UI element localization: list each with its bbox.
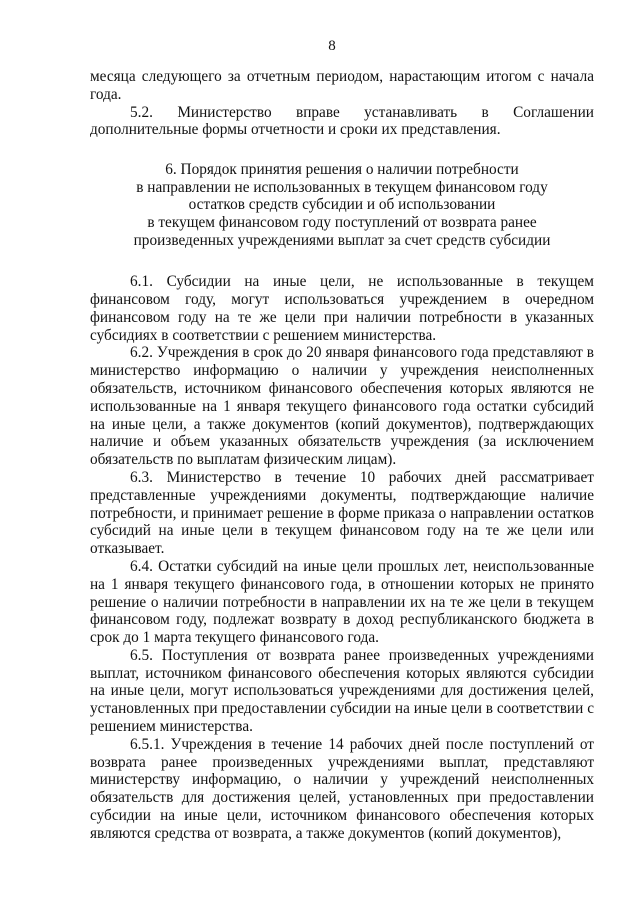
section-6-heading-line: произведенных учреждениями выплат за счет средств субсидии — [133, 231, 551, 249]
paragraph-6-2: 6.2. Учреждения в срок до 20 января финансового года представляют в министерство информацию о наличии у учреждения неисполненных обязательств, источником финансового обеспечения которых являются не использованные на 1 января текущего финансового года остатки субсидий на иные цели, а также документов (копий документов), подтверждающих наличие и объем указанных обязательств учреждения (за исключением обязательств по выплатам физическим лицам). — [90, 344, 594, 469]
page-number: 8 — [328, 38, 336, 54]
continuation-paragraph: месяца следующего за отчетным периодом, нарастающим итогом с начала года. — [90, 68, 594, 103]
section-6-heading — [90, 161, 594, 249]
paragraph-6-5: 6.5. Поступления от возврата ранее произведенных учреждениями выплат, источником финансового обеспечения которых являются субсидии на иные цели, могут использоваться учреждениями для достижения целей, установленных при предоставлении субсидии на иные цели в соответствии с решением министерства. — [90, 646, 594, 736]
paragraph-5-2: 5.2. Министерство вправе устанавливать в Соглашении дополнительные формы отчетности и сроки их представления. — [90, 103, 594, 139]
paragraph-6-4: 6.4. Остатки субсидий на иные цели прошлых лет, неиспользованные на 1 января текущего финансового года, в отношении которых не принято решение о наличии потребности в направлении их на те же цели в текущем финансовом году, подлежат возврату в доход республиканского бюджета в срок до 1 марта текущего финансового года. — [90, 557, 594, 647]
paragraph-6-3: 6.3. Министерство в течение 10 рабочих дней рассматривает представленные учреждениями документы, подтверждающие наличие потребности, и принимает решение в форме приказа о направлении остатков субсидий на иные цели в текущем финансовом году на те же цели или отказывает. — [90, 468, 594, 558]
section-6-heading-line: остатков средств субсидии и об использовании — [188, 196, 496, 214]
paragraph-6-5-1: 6.5.1. Учреждения в течение 14 рабочих дней после поступлений от возврата ранее произведенных учреждениями выплат, представляют министерству информацию, о наличии у учреждений неисполненных обязательств для достижения целей, установленных при предоставлении субсидии на иные цели, источником финансового обеспечения которых являются средства от возврата, а также документов (копий документов), — [90, 735, 594, 842]
section-6-heading-line: в текущем финансовом году поступлений от возврата ранее — [147, 213, 537, 231]
paragraph-6-1: 6.1. Субсидии на иные цели, не использованные в текущем финансовом году, могут использоваться учреждением в очередном финансовом году на те же цели при наличии потребности в указанных субсидиях в соответствии с решением министерства. — [90, 273, 594, 344]
section-6-heading-line: 6. Порядок принятия решения о наличии потребности — [165, 161, 519, 179]
section-6-heading-line: в направлении не использованных в текущем финансовом году — [136, 178, 548, 196]
